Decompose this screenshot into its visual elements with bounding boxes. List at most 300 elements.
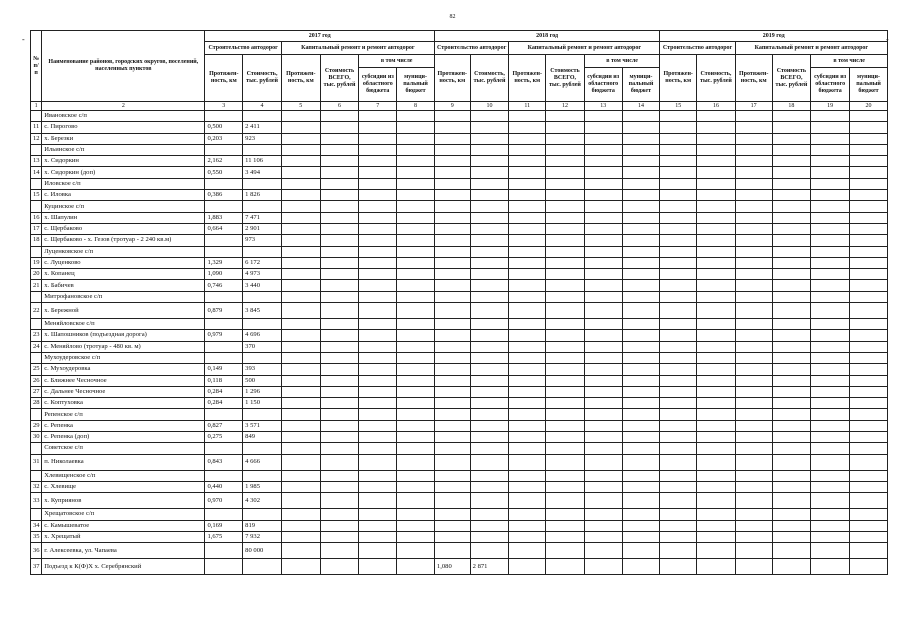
table-cell [320,257,359,268]
table-cell [434,291,470,302]
table-cell [772,319,811,330]
table-cell [735,398,772,409]
table-cell [850,303,888,319]
table-cell [281,341,320,352]
length-2018-cell [434,303,470,319]
table-cell [584,257,622,268]
table-cell [811,470,850,481]
row-number: 31 [31,454,42,470]
section-row [31,443,888,454]
table-cell [281,432,320,443]
table-cell [281,223,320,234]
table-cell [660,330,697,341]
table-cell [622,559,660,575]
table-cell [359,543,397,559]
table-cell [772,133,811,144]
table-cell [811,257,850,268]
table-cell [697,509,736,520]
table-cell [584,509,622,520]
cost-2017-cell: 3 845 [243,303,282,319]
table-cell [772,212,811,223]
table-row [31,432,888,443]
table-cell [509,223,546,234]
table-cell [359,223,397,234]
table-cell [735,409,772,420]
cost-2018-cell [470,223,509,234]
table-cell [546,246,585,257]
length-2017-cell: 1,329 [205,257,243,268]
table-cell [205,201,243,212]
table-cell [509,122,546,133]
locality-name: х. Куприянов [42,493,205,509]
table-cell [622,144,660,155]
table-cell [772,398,811,409]
table-cell [622,481,660,492]
table-cell [850,144,888,155]
table-cell [584,223,622,234]
table-cell [397,122,435,133]
table-cell [850,409,888,420]
length-2017-cell: 0,386 [205,190,243,201]
header-length: Протяжен-ность, км [205,55,243,102]
length-2017-cell: 0,169 [205,520,243,531]
table-cell [735,235,772,246]
table-row [31,364,888,375]
table-cell [546,509,585,520]
table-cell [622,133,660,144]
table-cell [584,481,622,492]
table-cell [281,386,320,397]
length-2017-cell: 0,284 [205,398,243,409]
table-cell [811,559,850,575]
table-body [31,111,888,575]
table-cell [622,470,660,481]
table-cell [697,246,736,257]
table-cell [509,156,546,167]
section-row [31,178,888,189]
header-construction-2019: Строительство автодорог [660,42,735,55]
table-cell [660,178,697,189]
table-cell [434,509,470,520]
table-cell [359,559,397,575]
table-cell [584,341,622,352]
table-row [31,481,888,492]
locality-name: с. Иловка [42,190,205,201]
table-cell [697,559,736,575]
cost-2017-cell: 3 571 [243,420,282,431]
section-name: Хрещатовское с/п [42,509,205,520]
table-cell [735,493,772,509]
locality-name: х. Сидоркин [42,156,205,167]
table-cell [546,156,585,167]
table-cell [281,133,320,144]
row-number [31,509,42,520]
table-row [31,303,888,319]
locality-name: с. Щербаково - х. Гезов (тротуар - 2 240 кв.м) [42,235,205,246]
row-number: 12 [31,133,42,144]
table-cell [850,223,888,234]
table-cell [509,470,546,481]
table-cell [660,246,697,257]
table-cell [622,235,660,246]
table-cell [735,201,772,212]
section-row [31,509,888,520]
table-cell [509,257,546,268]
row-number [31,144,42,155]
table-cell [660,341,697,352]
section-name: Репенское с/п [42,409,205,420]
table-cell [584,269,622,280]
table-cell [735,122,772,133]
table-cell [697,352,736,363]
row-number [31,319,42,330]
table-cell [359,319,397,330]
column-number: 13 [584,102,622,111]
table-cell [622,364,660,375]
table-row [31,531,888,542]
table-cell [281,481,320,492]
table-cell [397,420,435,431]
page-number: 82 [449,14,456,20]
table-cell [811,341,850,352]
table-cell [434,319,470,330]
table-cell [811,144,850,155]
table-cell [697,133,736,144]
table-cell [850,559,888,575]
table-cell [470,144,509,155]
table-cell [281,420,320,431]
locality-name: с. Ближнее Чесночное [42,375,205,386]
table-cell [622,122,660,133]
table-cell [320,246,359,257]
table-cell [359,156,397,167]
table-cell [546,280,585,291]
table-cell [320,330,359,341]
table-cell [584,212,622,223]
table-cell [546,398,585,409]
table-row [31,493,888,509]
length-2018-cell [434,280,470,291]
table-cell [584,235,622,246]
table-cell [772,493,811,509]
table-cell [320,481,359,492]
cost-2017-cell: 4 666 [243,454,282,470]
table-cell [850,201,888,212]
table-cell [397,280,435,291]
header-construction-2017: Строительство автодорог [205,42,281,55]
locality-name: с. Коптуховка [42,398,205,409]
locality-name: Подъезд к К(Ф)Х х. Серебрянский [42,559,205,575]
cost-2018-cell [470,257,509,268]
cost-2017-cell: 3 494 [243,167,282,178]
table-row [31,133,888,144]
table-cell [359,364,397,375]
cost-2018-cell [470,156,509,167]
table-cell [205,319,243,330]
table-cell [281,531,320,542]
table-cell [546,133,585,144]
table-cell [850,481,888,492]
table-cell [660,201,697,212]
length-2017-cell: 0,500 [205,122,243,133]
cost-2017-cell: 7 471 [243,212,282,223]
row-number: 27 [31,386,42,397]
table-cell [546,122,585,133]
section-row [31,246,888,257]
table-cell [622,212,660,223]
table-cell [509,303,546,319]
table-cell [509,280,546,291]
table-cell [546,386,585,397]
column-number: 15 [660,102,697,111]
table-cell [359,133,397,144]
table-cell [850,375,888,386]
cost-2018-cell [470,269,509,280]
table-cell [697,156,736,167]
column-number: 6 [320,102,359,111]
table-cell [205,443,243,454]
table-cell [735,257,772,268]
table-cell [546,223,585,234]
table-cell [622,531,660,542]
table-row [31,330,888,341]
table-cell [281,291,320,302]
table-cell [546,375,585,386]
table-row [31,543,888,559]
cost-2017-cell: 2 901 [243,223,282,234]
cost-2018-cell [470,398,509,409]
header-total: Стоимость ВСЕГО, тыс. рублей [546,55,585,102]
table-cell [697,398,736,409]
table-cell [509,144,546,155]
table-cell [584,291,622,302]
table-cell [850,167,888,178]
table-cell [243,201,282,212]
table-cell [434,144,470,155]
cost-2017-cell: 7 932 [243,531,282,542]
cost-2018-cell [470,122,509,133]
table-cell [772,303,811,319]
table-cell [281,375,320,386]
table-cell [281,454,320,470]
locality-name: п. Николаевка [42,454,205,470]
table-cell [811,481,850,492]
table-cell [359,409,397,420]
table-cell [660,454,697,470]
header-construction-2018: Строительство автодорог [434,42,508,55]
table-cell [397,178,435,189]
table-cell [697,443,736,454]
table-cell [509,190,546,201]
table-row [31,398,888,409]
table-cell [772,201,811,212]
table-cell [772,432,811,443]
table-row [31,375,888,386]
table-cell [811,167,850,178]
length-2018-cell [434,269,470,280]
section-name: Меняйловское с/п [42,319,205,330]
table-cell [811,375,850,386]
table-cell [735,481,772,492]
cost-2018-cell [470,454,509,470]
table-cell [584,364,622,375]
table-cell [509,493,546,509]
table-cell [622,190,660,201]
table-cell [509,235,546,246]
section-name: Ильинское с/п [42,144,205,155]
length-2018-cell [434,398,470,409]
table-cell [850,235,888,246]
table-cell [359,303,397,319]
cost-2018-cell [470,420,509,431]
length-2017-cell: 0,879 [205,303,243,319]
length-2017-cell: 1,090 [205,269,243,280]
table-cell [622,398,660,409]
table-cell [397,493,435,509]
header-cost: Стоимость, тыс. рублей [470,55,509,102]
locality-name: х. Шапулин [42,212,205,223]
table-cell [320,212,359,223]
table-cell [735,167,772,178]
table-cell [397,330,435,341]
table-cell [735,375,772,386]
length-2017-cell: 1,675 [205,531,243,542]
table-cell [546,454,585,470]
table-cell [772,341,811,352]
table-cell [660,481,697,492]
length-2018-cell [434,454,470,470]
table-cell [546,144,585,155]
column-number: 9 [434,102,470,111]
table-cell [320,386,359,397]
table-cell [697,303,736,319]
table-cell [584,330,622,341]
table-cell [584,178,622,189]
table-cell [397,470,435,481]
table-cell [772,257,811,268]
cost-2018-cell [470,520,509,531]
table-cell [622,493,660,509]
table-cell [811,364,850,375]
table-cell [584,352,622,363]
table-cell [320,280,359,291]
table-cell [772,375,811,386]
table-cell [320,352,359,363]
table-cell [697,280,736,291]
table-cell [281,409,320,420]
header-cost: Стоимость, тыс. рублей [697,55,736,102]
table-cell [205,111,243,122]
cost-2017-cell: 4 696 [243,330,282,341]
header-subsidy: субсидии из областного бюджета [359,68,397,102]
table-cell [281,190,320,201]
table-cell [772,470,811,481]
table-cell [584,111,622,122]
table-cell [660,156,697,167]
table-cell [320,190,359,201]
table-cell [359,280,397,291]
table-cell [397,364,435,375]
table-cell [811,235,850,246]
header-total: Стоимость ВСЕГО, тыс. рублей [320,55,359,102]
table-cell [509,531,546,542]
table-cell [281,319,320,330]
table-cell [584,133,622,144]
length-2017-cell: 0,827 [205,420,243,431]
section-name: Мухоудеровское с/п [42,352,205,363]
table-cell [281,156,320,167]
table-cell [359,509,397,520]
length-2017-cell [205,341,243,352]
table-cell [735,319,772,330]
header-year-2019: 2019 год [660,31,888,42]
cost-2017-cell: 11 106 [243,156,282,167]
table-cell [660,190,697,201]
table-cell [470,470,509,481]
table-cell [735,223,772,234]
table-cell [243,144,282,155]
locality-name: х. Бережной [42,303,205,319]
table-cell [281,352,320,363]
table-cell [735,531,772,542]
table-cell [509,341,546,352]
cost-2017-cell: 2 411 [243,122,282,133]
table-cell [546,212,585,223]
table-cell [320,223,359,234]
table-cell [811,352,850,363]
table-cell [735,269,772,280]
table-cell [772,223,811,234]
header-cost: Стоимость, тыс. рублей [243,55,282,102]
header-municipal: муници-пальный бюджет [397,68,435,102]
table-cell [697,122,736,133]
row-number: 23 [31,330,42,341]
table-cell [359,520,397,531]
table-cell [359,246,397,257]
table-cell [320,319,359,330]
length-2018-cell [434,432,470,443]
table-cell [622,454,660,470]
length-2017-cell: 0,118 [205,375,243,386]
table-cell [811,201,850,212]
length-2017-cell: 0,970 [205,493,243,509]
table-cell [622,352,660,363]
table-cell [772,454,811,470]
table-cell [735,509,772,520]
table-cell [811,303,850,319]
table-cell [509,364,546,375]
table-cell [320,493,359,509]
table-cell [509,352,546,363]
table-cell [735,470,772,481]
table-cell [397,246,435,257]
header-length: Протяжен-ность, км [434,55,470,102]
column-number: 4 [243,102,282,111]
table-cell [811,386,850,397]
row-number: 29 [31,420,42,431]
table-cell [660,509,697,520]
table-cell [243,246,282,257]
margin-mark-right: - [886,35,889,44]
table-cell [397,212,435,223]
table-cell [546,470,585,481]
length-2018-cell [434,257,470,268]
table-cell [359,398,397,409]
table-cell [281,201,320,212]
table-cell [811,133,850,144]
table-cell [509,398,546,409]
locality-name: х. Березки [42,133,205,144]
